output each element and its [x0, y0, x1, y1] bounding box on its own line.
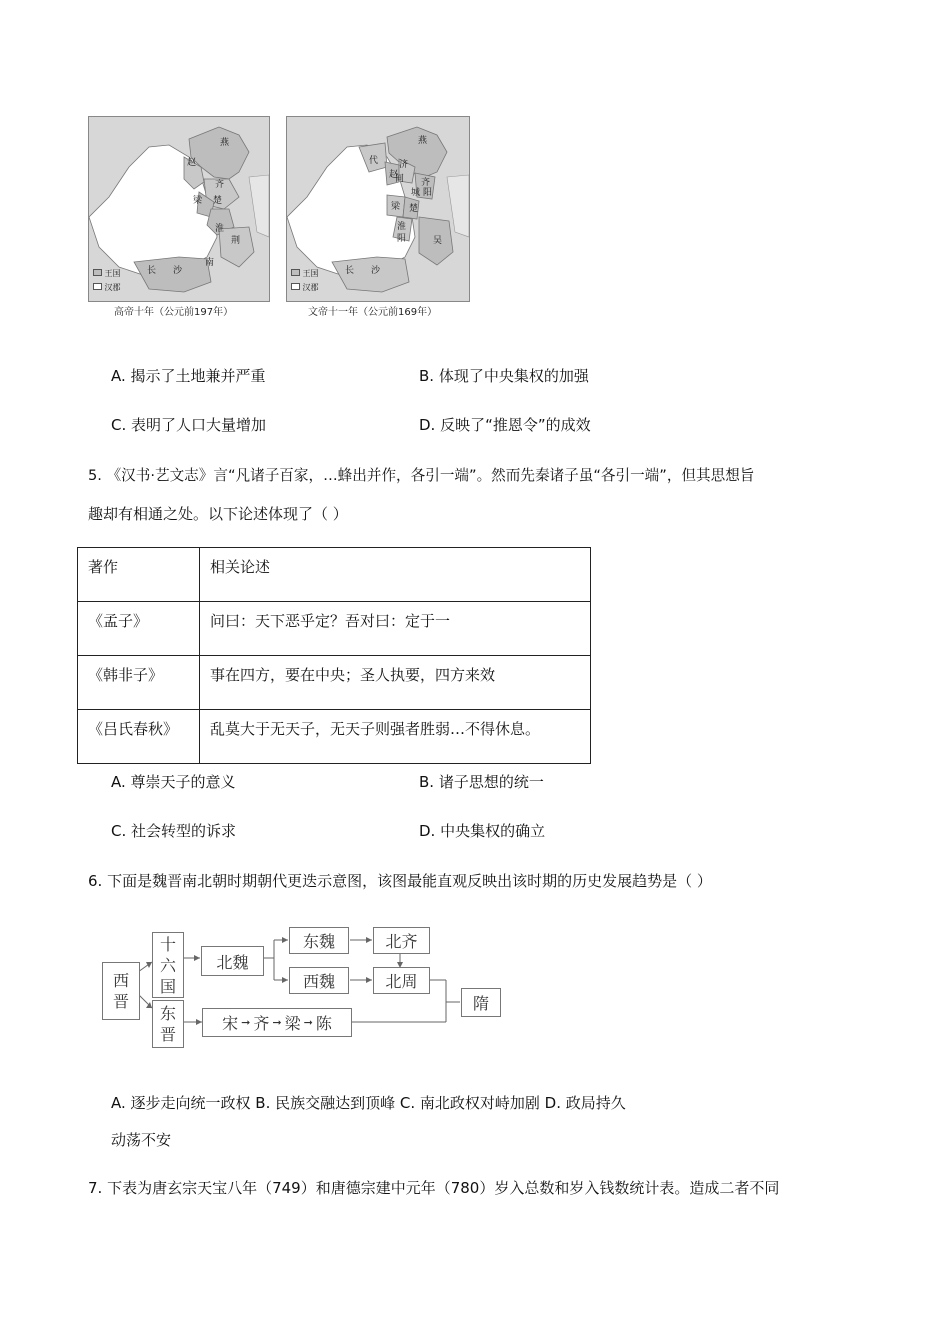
dynasty-dongjin-char: 晋: [159, 1025, 176, 1044]
dynasty-shiliuguo-char: 十: [159, 934, 176, 954]
map-gaodi-label: 淮: [215, 224, 225, 234]
map-gaodi-label: 荆: [231, 236, 241, 246]
map-gaodi-label: 燕: [220, 138, 230, 148]
q6-stem: 6. 下面是魏晋南北朝时期朝代更迭示意图，该图最能直观反映出该时期的历史发展趋势是（ ）: [88, 872, 712, 890]
dynasty-shiliuguo-char: 六: [159, 955, 176, 975]
map-wendi-label: 济: [399, 160, 409, 170]
map-gaodi-label: 长: [147, 266, 157, 276]
q4-option-c[interactable]: C. 表明了人口大量增加: [111, 416, 267, 434]
dynasty-dongjin-char: 东: [159, 1004, 176, 1023]
map-gaodi-label: 沙: [173, 266, 183, 276]
table-row: [78, 548, 591, 602]
map-wendi-label: 代: [369, 156, 379, 166]
dynasty-liang: 梁: [284, 1014, 301, 1033]
dynasty-beiqi: 北齐: [373, 927, 430, 954]
q4-option-a[interactable]: A. 揭示了土地兼并严重: [111, 367, 266, 385]
table-cell: 《韩非子》: [78, 656, 200, 710]
legend-commandery: 汉郡: [302, 283, 319, 292]
table-header-cell: 相关论述: [200, 548, 591, 602]
table-cell: 《孟子》: [78, 602, 200, 656]
legend-commandery: 汉郡: [104, 283, 121, 292]
map-wendi: [286, 116, 470, 302]
legend-kingdom: 王国: [302, 269, 319, 278]
arrow-icon: ➞: [241, 1016, 251, 1029]
dynasty-beiwei: 北魏: [201, 946, 264, 976]
map-gaodi-label: 梁: [193, 196, 203, 206]
dynasty-sui: 隋: [461, 988, 501, 1017]
map-wendi-label: 淮: [397, 222, 407, 232]
q5-table: [77, 547, 591, 764]
q5-option-b[interactable]: B. 诸子思想的统一: [419, 773, 544, 791]
map-wendi-label: 梁: [391, 202, 401, 212]
map-wendi-label: 齐: [421, 178, 431, 188]
map-gaodi-label: 赵: [187, 158, 197, 168]
map-wendi-label: 赵: [389, 170, 399, 180]
q6-options-continued[interactable]: 动荡不安: [111, 1131, 172, 1149]
dynasty-xijin: [102, 962, 140, 1020]
map-gaodi-label: 楚: [213, 196, 223, 206]
dynasty-southern: [202, 1008, 352, 1037]
dynasty-xijin-char: 晋: [112, 992, 129, 1011]
dynasty-shiliuguo-char: 国: [159, 976, 176, 996]
map-gaodi-caption: 高帝十年（公元前197年）: [114, 307, 234, 318]
map-gaodi-label: 齐: [215, 180, 225, 190]
map-gaodi: [88, 116, 270, 302]
map-wendi-label: 吴: [433, 236, 443, 246]
map-gaodi-legend: [93, 269, 121, 293]
q5-option-d[interactable]: D. 中央集权的确立: [419, 822, 546, 840]
map-wendi-label: 沙: [371, 266, 381, 276]
table-row: [78, 710, 591, 764]
q6-options[interactable]: A. 逐步走向统一政权 B. 民族交融达到顶峰 C. 南北政权对峙加剧 D. 政局持久: [111, 1094, 626, 1112]
table-cell: 问曰：天下恶乎定？吾对曰：定于一: [200, 602, 591, 656]
arrow-icon: ➞: [303, 1016, 313, 1029]
dynasty-xijin-char: 西: [112, 971, 129, 990]
dynasty-shiliuguo: [152, 932, 184, 998]
table-header-cell: 著作: [78, 548, 200, 602]
dynasty-dongjin: [152, 1000, 184, 1048]
map-wendi-label: 阳: [423, 188, 433, 198]
legend-kingdom: 王国: [104, 269, 121, 278]
q4-option-b[interactable]: B. 体现了中央集权的加强: [419, 367, 589, 385]
table-cell: 《吕氏春秋》: [78, 710, 200, 764]
map-wendi-label: 阳: [397, 234, 407, 244]
map-wendi-label: 燕: [418, 136, 428, 146]
table-cell: 乱莫大于无天子，无天子则强者胜弱…不得休息。: [200, 710, 591, 764]
map-wendi-label: 间: [395, 174, 405, 184]
map-wendi-legend: [291, 269, 319, 293]
map-wendi-label: 城: [411, 188, 421, 198]
map-wendi-label: 楚: [409, 204, 419, 214]
dynasty-qi: 齐: [253, 1014, 270, 1033]
q5-stem-line1: 5. 《汉书·艺文志》言“凡诸子百家，…蜂出并作，各引一端”。然而先秦诸子虽“各引一端”，但其思想旨: [88, 467, 755, 484]
map-wendi-label: 长: [345, 266, 355, 276]
dynasty-chen: 陈: [315, 1014, 332, 1033]
dynasty-beizhou: 北周: [373, 967, 430, 994]
dynasty-xiwei: 西魏: [289, 967, 349, 994]
map-wendi-caption: 文帝十一年（公元前169年）: [308, 307, 438, 318]
q5-option-c[interactable]: C. 社会转型的诉求: [111, 822, 237, 840]
q4-option-d[interactable]: D. 反映了“推恩令”的成效: [419, 416, 591, 434]
table-row: [78, 602, 591, 656]
table-row: [78, 656, 591, 710]
dynasty-song: 宋: [222, 1014, 239, 1033]
map-gaodi-label: 南: [205, 258, 215, 268]
table-cell: 事在四方，要在中央；圣人执要，四方来效: [200, 656, 591, 710]
q5-stem-line2: 趣却有相通之处。以下论述体现了（ ）: [88, 505, 348, 523]
arrow-icon: ➞: [272, 1016, 282, 1029]
q5-option-a[interactable]: A. 尊崇天子的意义: [111, 773, 236, 791]
dynasty-dongwei: 东魏: [289, 927, 349, 954]
q7-stem: 7. 下表为唐玄宗天宝八年（749）和唐德宗建中元年（780）岁入总数和岁入钱数统计表。造成二者不同: [88, 1179, 780, 1197]
